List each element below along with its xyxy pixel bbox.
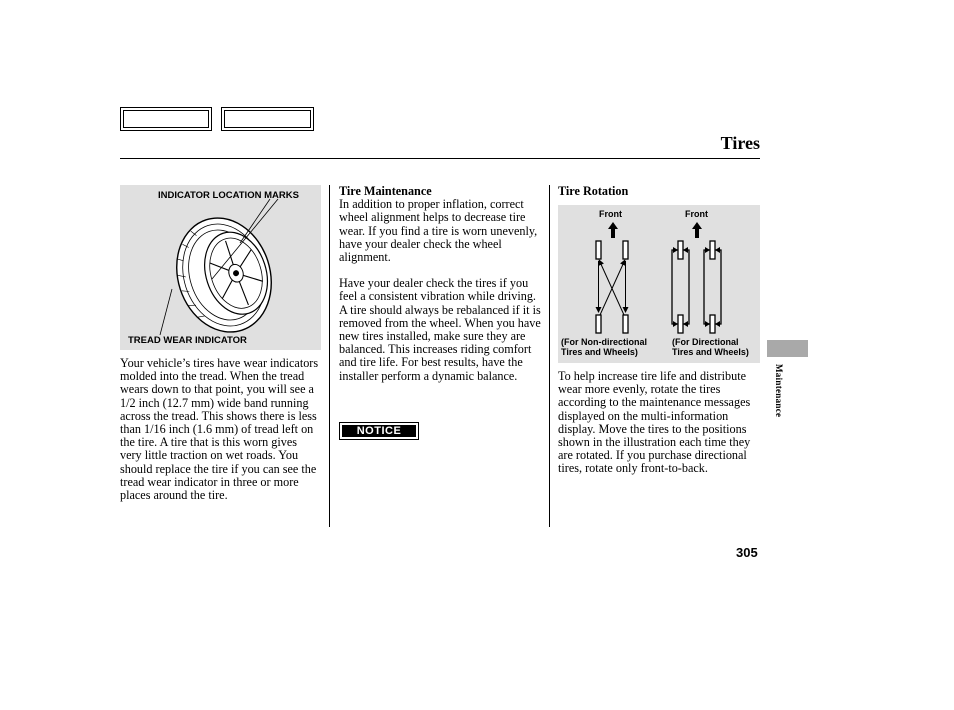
column-divider-1 bbox=[329, 185, 330, 527]
column-2 bbox=[339, 185, 543, 396]
directional-caption-2: Tires and Wheels) bbox=[672, 347, 749, 357]
tire-rotation-heading: Tire Rotation bbox=[558, 184, 629, 198]
notice-box bbox=[339, 422, 419, 440]
front-label-left: Front bbox=[599, 209, 622, 219]
tire-rotation-heading-wrap bbox=[558, 185, 760, 198]
front-arrow-right bbox=[692, 222, 702, 238]
front-label-right: Front bbox=[685, 209, 708, 219]
tire-rotation-paragraph: To help increase tire life and distribute wear more evenly, rotate the tires according to the maintenance messages displayed on the multi-information display. Move the tires to the positions shown in the illustration each time they are rotated. If you purchase directional tires, rotate only front-to-back. bbox=[558, 369, 751, 476]
directional-caption-1: (For Directional bbox=[672, 337, 739, 347]
nav-button-index[interactable] bbox=[221, 107, 314, 131]
section-label: Maintenance bbox=[774, 364, 784, 418]
column-1 bbox=[120, 357, 321, 515]
indicator-location-marks-label: INDICATOR LOCATION MARKS bbox=[158, 190, 299, 201]
tire-illustration bbox=[120, 185, 321, 350]
non-directional-caption-1: (For Non-directional bbox=[561, 337, 647, 347]
tire-rotation-diagram bbox=[558, 205, 760, 363]
nav-button-contents[interactable] bbox=[120, 107, 212, 131]
section-tab[interactable] bbox=[767, 340, 808, 357]
non-directional-caption-2: Tires and Wheels) bbox=[561, 347, 638, 357]
column-divider-2 bbox=[549, 185, 550, 527]
tire-drawing bbox=[120, 185, 321, 350]
tread-wear-indicator-label: TREAD WEAR INDICATOR bbox=[128, 335, 247, 346]
tire-maintenance-heading: Tire Maintenance bbox=[339, 184, 432, 198]
page-title: Tires bbox=[720, 133, 760, 153]
page-number: 305 bbox=[736, 545, 758, 560]
alignment-paragraph: In addition to proper inflation, correct wheel alignment helps to decrease tire wear. If you find a tire is worn unevenly, have your dealer check the wheel alignment. bbox=[339, 197, 538, 265]
tread-wear-paragraph: Your vehicle’s tires have wear indicators molded into the tread. When the tread wears down to that point, you will see a 1/2 inch (12.7 mm) wide band running across the tread. This shows there is less than 1/16 inch (1.6 mm) of tread left on the tire. A tire that is this worn gives very little traction on wet roads. You should replace the tire if you can see the tread wear indicator in three or more places around the tire. bbox=[120, 356, 319, 503]
front-arrow-left bbox=[608, 222, 618, 238]
column-3 bbox=[558, 370, 760, 489]
notice-label: NOTICE bbox=[342, 425, 416, 437]
balance-paragraph: Have your dealer check the tires if you feel a consistent vibration while driving. A tire should always be rebalanced if it is removed from the wheel. When you have new tires installed, make sure they are balanced. This increases riding comfort and tire life. For best results, have the installer perform a dynamic balance. bbox=[339, 276, 541, 383]
title-rule bbox=[120, 158, 760, 159]
